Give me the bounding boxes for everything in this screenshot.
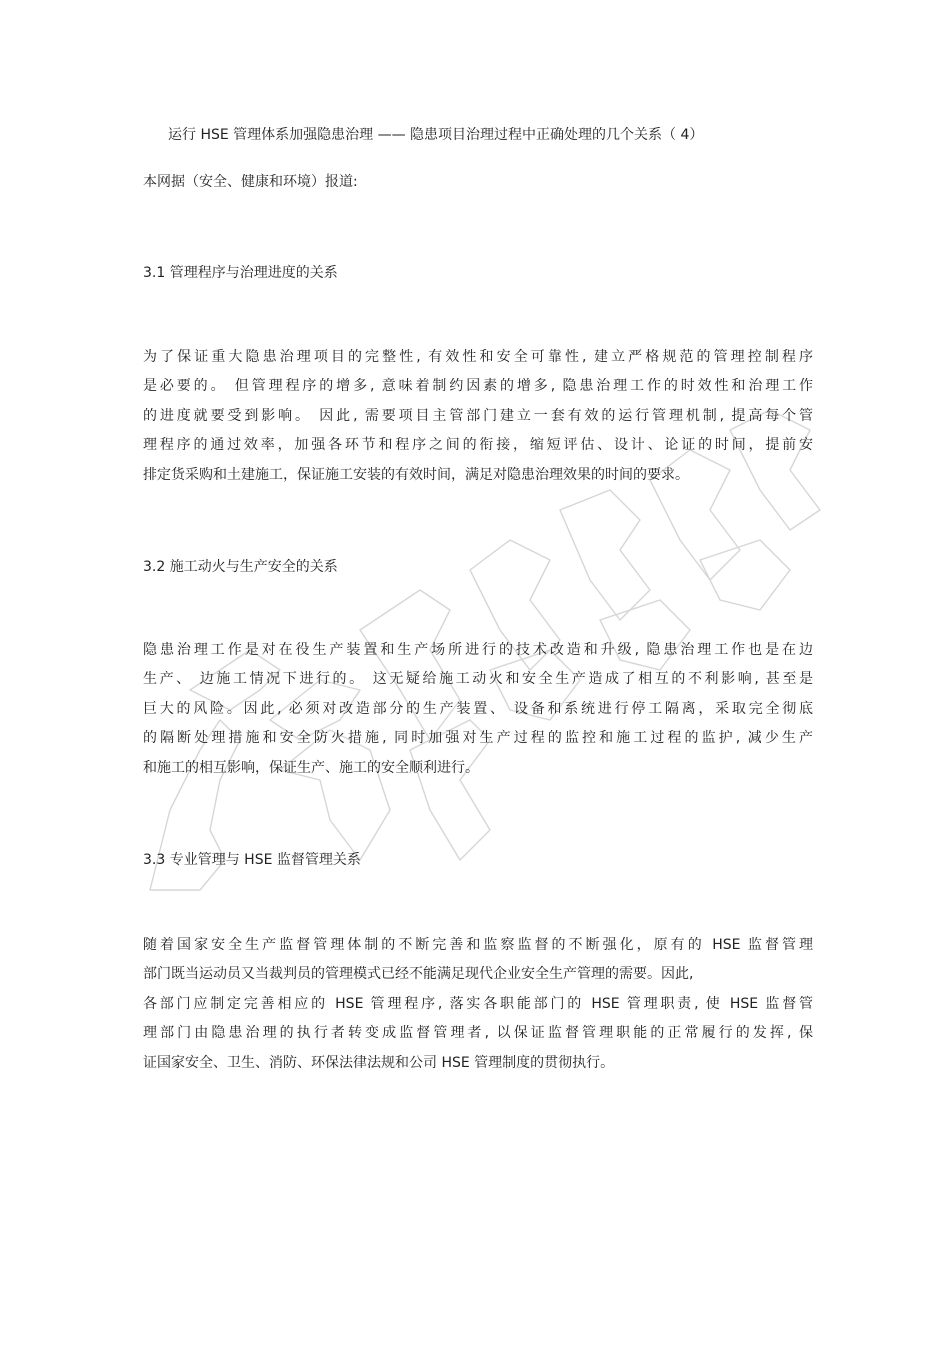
paragraph-line: 理程序的通过效率，加强各环节和程序之间的衔接，缩短评估、设计、论证的时间，提前安 [143, 437, 813, 454]
intro-line: 本网据（安全、健康和环境）报道: [143, 174, 358, 190]
paragraph-line: 部门既当运动员又当裁判员的管理模式已经不能满足现代企业安全生产管理的需要。因此, [143, 966, 694, 983]
paragraph-line: 随着国家安全生产监督管理体制的不断完善和监察监督的不断强化，原有的 HSE 监督管理 [143, 937, 813, 953]
paragraph-line: 隐患治理工作是对在役生产装置和生产场所进行的技术改造和升级, 隐患治理工作也是在边 [143, 642, 813, 658]
paragraph-line: 巨大的风险。因此, 必须对改造部分的生产装置、 设备和系统进行停工隔离，采取完全彻底 [143, 700, 813, 717]
section-heading-3-1: 3.1 管理程序与治理进度的关系 [143, 265, 338, 281]
paragraph-line: 为了保证重大隐患治理项目的完整性, 有效性和安全可靠性, 建立严格规范的管理控制程序 [143, 349, 813, 365]
paragraph-line: 排定货采购和土建施工，保证施工安装的有效时间，满足对隐患治理效果的时间的要求。 [143, 466, 689, 483]
section-heading-3-3: 3.3 专业管理与 HSE 监督管理关系 [143, 852, 361, 868]
paragraph-line: 和施工的相互影响，保证生产、施工的安全顺利进行。 [143, 759, 479, 776]
section-paragraph-3-1 [143, 343, 813, 490]
document-title: 运行 HSE 管理体系加强隐患治理 —— 隐患项目治理过程中正确处理的几个关系（ 4） [168, 127, 704, 143]
section-paragraph-3-2 [143, 636, 813, 783]
paragraph-line: 理部门由隐患治理的执行者转变成监督管理者, 以保证监督管理职能的正常履行的发挥, 保 [143, 1025, 813, 1042]
paragraph-line: 的进度就要受到影响。 因此, 需要项目主管部门建立一套有效的运行管理机制, 提高每个管 [143, 407, 813, 424]
paragraph-line: 证国家安全、卫生、消防、环保法律法规和公司 HSE 管理制度的贯彻执行。 [143, 1054, 615, 1071]
paragraph-line: 生产、 边施工情况下进行的。 这无疑给施工动火和安全生产造成了相互的不利影响, 甚至是 [143, 671, 813, 688]
paragraph-line: 的隔断处理措施和安全防火措施, 同时加强对生产过程的监控和施工过程的监护, 减少生产 [143, 730, 813, 747]
section-paragraph-3-3 [143, 931, 813, 1078]
paragraph-line: 各部门应制定完善相应的 HSE 管理程序, 落实各职能部门的 HSE 管理职责, 使 HSE 监督管 [143, 995, 813, 1012]
section-heading-3-2: 3.2 施工动火与生产安全的关系 [143, 559, 338, 575]
paragraph-line: 是必要的。 但管理程序的增多, 意味着制约因素的增多, 隐患治理工作的时效性和治理工作 [143, 378, 813, 395]
